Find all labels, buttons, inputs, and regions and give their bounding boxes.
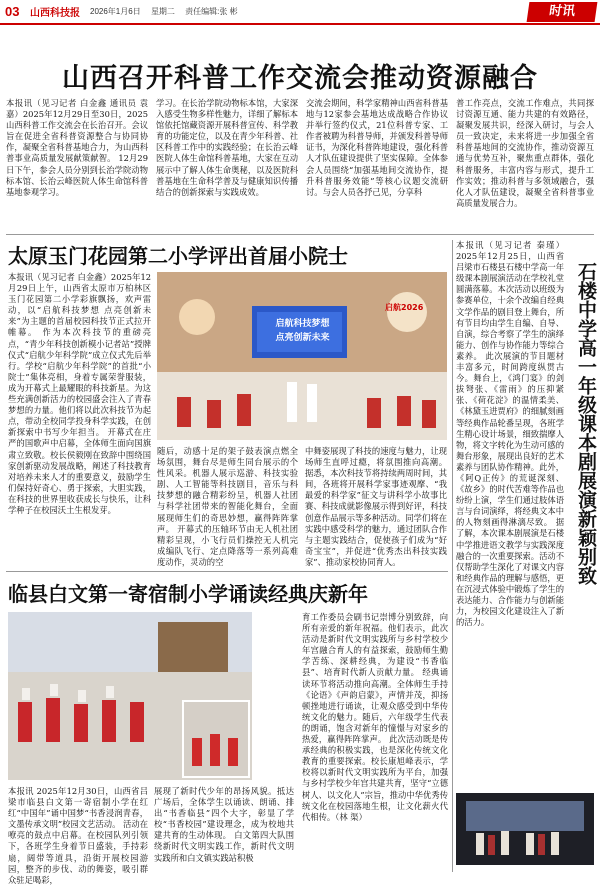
divider [6, 571, 448, 572]
article2-headline: 太原玉门花园第二小学评出首届小院士 [8, 244, 348, 268]
article3-body: 本报讯（见习记者 秦瑾）2025年12月25日，山西省吕梁市石楼县石楼中学高一年级课本剧展演活动在学校礼堂圆满落幕。本次活动以班级为参赛单位，十余个改编自经典文学作品的剧目登上舞台，所有节目均由学生自编、自导、自演，综合考察了学生的演绎能力、创作与协作能力等综合素养。 此次展演的节目题材丰富多元，时间跨度纵贯古今。舞台上，《鸿门宴》的剑拔弩张、《雷雨》的压抑紧张、《荷花淀》的温情柔美、《林黛玉进贾府》的细腻刻画等经典作品轮番呈现，各班学生精心设计场景，细致揣摩人物，将文字转化为生动可感的舞台形象，展现出良好的艺术素养与团队协作精神。此外，《阿Q正传》的荒诞深刻、《故乡》的时代苦难等作品也纷纷上演，学生们通过肢体语言与台词演绎，将经典文本中的人物刻画得淋漓尽致。 据了解，本次课本剧展演是石楼中学推进语文教学与实践深度融合的一次重要探索。活动不仅帮助学生深化了对课文内容和经典作品的理解与感悟，更在沉浸式体验中锻炼了学生的表达能力、合作能力与创新能力，为校园文化建设注入了新的活力。 [456, 240, 564, 628]
page-number: 03 [5, 4, 20, 19]
article3-photo [456, 793, 594, 865]
article1-col3: 交流会期间，科学家精神山西省科普基地与12家参会基地达成战略合作协议并举行签约仪式，21位科普专家、工作者被聘为科普导师，并颁发科普导师证书，为深化科普阵地建设，强化科普人才队伍建设提供了坚实保障。全体参会人员围绕“加强基地间交流协作，提升科普服务效能”等核心议题交流研讨。与会人员各抒己见，分享科 [306, 98, 448, 197]
article4-headline: 临县白文第一寄宿制小学诵读经典庆新年 [8, 582, 368, 606]
article1-col2: 学习。在长治学院动物标本馆，大家深入感受生物多样性魅力，详细了解标本馆依托馆藏资源开展科普宣传、科学教育的功能定位，以及在青少年科普、社区科普工作中的实践经验；在长治云峰医院人体生命馆科普基地，大家在互动展示中了解人体生命奥秘，以及医院科普基地在生命科学普及与健康知识传播结合的创新探索与实践成效。 [156, 98, 298, 197]
column-divider [452, 240, 453, 872]
issue-weekday: 星期二 [150, 7, 175, 16]
article2-col1: 本报讯（见习记者 白金鑫）2025年12月29日上午，山西省太原市万柏林区玉门花园第二小学彩旗飘扬，欢声雷动，以“启航科技梦想 点亮创新未来”为主题的首届校园科技节正式拉开帷幕。 作为本次科技节的重磅亮点，“青少年科技创新模小记者站”授牌仪式“启航少年科学院”成立仪式先后举行。学校“启航少年科学院”的首批“小院士”集体亮相，身着专属荣誉服装，成为开幕式上最耀眼的科技新星。为这些充满创新活力的校园盛会注入了青春梦想的力量。他们将以此次科技节为起点，带动全校同学投身科学实践，在创新探索中书写少年担当。 开幕式在庄严的国歌声中启幕，全体师生面向国旗肃立致敬。校长侯毅刚在致辞中围绕国家创新驱动发展战略，阐述了科技教育对培养未来人才的重要意义，鼓励学生们保持好奇心、勇于探索，大胆实践，在科技的世界里收获成长与快乐，让科学种子在校园沃土生根发芽。 [8, 272, 151, 515]
article3-headline: 石楼中学高一年级课本剧展演新颖别致 [575, 262, 597, 585]
photo-corner-text: 启航2026 [385, 303, 424, 312]
article4-inset-photo [182, 700, 250, 778]
article1-col1: 本报讯（见习记者 白金鑫 通讯员 袁嘉）2025年12月29日至30日，2025山西科普工作交流会在长治召开。会议旨在促进全省科普资源整合与协同协作，凝聚全省科普基地合力，为山西科普事业高质量发展献策献智。 12月29日下午，参会人员分别到长治学院动物标本馆、长治云峰医院人体生命馆科普基地参观学习。 [6, 98, 148, 197]
article1-col4: 普工作亮点，交流工作难点，共同探讨资源互通、能力共建的有效路径，凝聚发展共识，经深入研讨，与会人员一致决定，未来将进一步加强全省科普基地间的交流协作，推动资源互通与优势互补，聚焦重点群体，强化科普服务，丰富内容与形式，提升工作实效；推动科普与多领域融合，强化人才队伍建设，凝聚全省科普事业高质量发展合力。 [456, 98, 594, 208]
drama-stage-photo [456, 793, 594, 865]
divider [6, 234, 594, 235]
school-stage-photo [157, 272, 447, 440]
masthead: 山西科技报 [30, 8, 80, 19]
article4-col1: 本报讯 2025年12月30日，山西省吕梁市临县白文第一寄宿制小学在红红“中国年”诵中国梦“书香浸润青春，文墨传承文明”校园文艺活动。 活动在嘹亮的鼓点中启幕。在校园队列引领下，各班学生身着节日盛装，手持彩扇，阔带等道具，沿街开展校园游园，整齐的步伐、动的舞姿，吸引群众驻足喝彩， [8, 786, 148, 885]
photo-banner-main: 启航科技梦想 [275, 319, 330, 329]
dance-photo [184, 702, 248, 776]
header-rule [0, 23, 600, 25]
photo-banner-sub: 点亮创新未来 [275, 333, 330, 343]
article2-photo [157, 272, 447, 440]
issue-editor: 责任编辑:张 彬 [185, 7, 238, 16]
section-tag: 时讯 [527, 2, 598, 22]
article2-col3: 中舞姿展现了科技的速度与魅力，让现场师生直呼过瘾，将氛围推向高潮。 据悉，本次科技节将持续两周时间，其间，各班将开展科学家事迹观摩、“我最爱的科学家”征文与讲科学小故事比赛、科技成就影像展示得到好评，科技创意作品展示等多种活动。同学们将在实践中感受科学的魅力，通过团队合作与主题实践结合，促使孩子们成为“好奇宝宝”，并促进“优秀杰出科技实践家”、推动家校协同育人。 [305, 446, 447, 567]
article4-col2: 展现了新时代少年的昂扬风貌。抵达广场后，全体学生以诵读、朗诵、排出“书香临县”四个大字，彰显了学校“书香校园”建设理念，成为校地共建共育的生动体现。 白文第四大队围绕新时代文明实践工作，新时代文明实践所和白文镇实践站积极 [154, 786, 294, 863]
issue-date: 2026年1月6日 [90, 7, 141, 16]
issue-meta [90, 6, 246, 17]
article4-col3: 育工作委员会刷书记崇博分别致辞，向所有亲爱的新年祝福。他们表示，此次活动是新时代文明实践所与乡村学校少年宫融合育人的有益探索，鼓励师生勤学苦练、深耕经典，为建设“书香临县”、培育时代新人贡献力量。 经典诵读环节将活动推向高潮。全体师生手持《论语》《声韵启蒙》，声情并茂，抑扬顿挫地进行诵读，让观众感受到中华传统文化的魅力。随后，六年级学生代表的朗诵，饱含对新年的憧憬与对家乡的热爱，赢得阵阵掌声。 此次活动既是传承经典的积极实践，也是深化传统文化教育的重要探索。校长康旭峰表示，学校将以新时代文明实践所为平台，加强与乡村学校少年宫共建共育，坚守“立德树人、以文化人”宗旨，推动中华优秀传统文化在校园落地生根，让文化薪火代代相传。（林 渠） [302, 612, 448, 822]
article2-col2: 随后，动感十足的架子鼓表演点燃全场氛围，舞台尽是师生同台展示的个性风采。机器人展示巡游、科技实验剧、人工智能等科技剧目，音乐与科技梦想的融合精彩纷呈，机器人社团与科学社团带来的智能化舞台，全面展现师生们的奇思妙想，赢得阵阵掌声。 开幕式的压轴环节由无人机社团精彩呈现，小飞行员们操控无人机完成编队飞行、定点降落等一系列高难度动作，灵动的空 [157, 446, 298, 567]
article1-headline: 山西召开科普工作交流会推动资源融合 [62, 63, 538, 94]
